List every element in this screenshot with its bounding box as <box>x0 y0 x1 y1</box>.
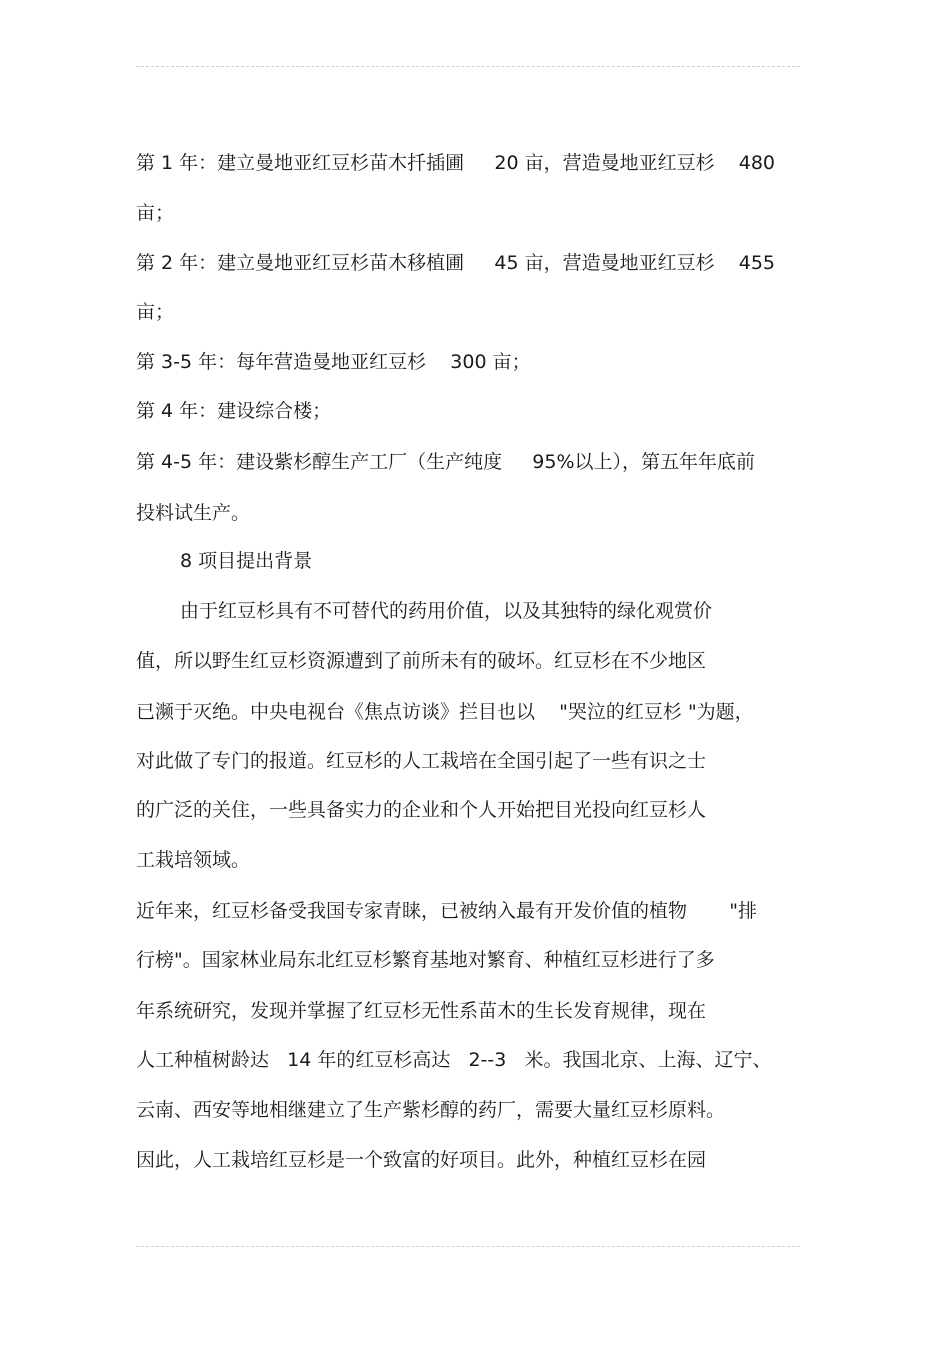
paragraph-2-line-6: 因此，人工栽培红豆杉是一个致富的好项目。此外，种植红豆杉在园 <box>136 1149 707 1171</box>
page-top-rule <box>136 66 800 67</box>
plan-year-2-line-1: 第 2 年：建立曼地亚红豆杉苗木移植圃 45 亩，营造曼地亚红豆杉 455 <box>136 252 776 274</box>
paragraph-2-line-4: 人工种植树龄达 14 年的红豆杉高达 2--3 米。我国北京、上海、辽宁、 <box>136 1049 772 1071</box>
paragraph-1-line-2: 值，所以野生红豆杉资源遭到了前所未有的破坏。红豆杉在不少地区 <box>136 650 707 672</box>
page-bottom-rule <box>136 1246 800 1247</box>
paragraph-1-line-5: 的广泛的关住，一些具备实力的企业和个人开始把目光投向红豆杉人 <box>136 799 707 821</box>
plan-year-4-5-line-1: 第 4-5 年：建设紫杉醇生产工厂（生产纯度 95%以上），第五年年底前 <box>136 451 756 473</box>
paragraph-1-line-4: 对此做了专门的报道。红豆杉的人工栽培在全国引起了一些有识之士 <box>136 750 707 772</box>
plan-year-3-5-line: 第 3-5 年：每年营造曼地亚红豆杉 300 亩； <box>136 351 531 373</box>
paragraph-2-line-1: 近年来，红豆杉备受我国专家青睐，已被纳入最有开发价值的植物 "排 <box>136 900 758 922</box>
plan-year-4-line: 第 4 年：建设综合楼； <box>136 400 332 422</box>
paragraph-2-line-3: 年系统研究，发现并掌握了红豆杉无性系苗木的生长发育规律，现在 <box>136 1000 707 1022</box>
paragraph-1-line-1: 由于红豆杉具有不可替代的药用价值，以及其独特的绿化观赏价 <box>180 600 713 622</box>
paragraph-2-line-5: 云南、西安等地相继建立了生产紫杉醇的药厂，需要大量红豆杉原料。 <box>136 1099 726 1121</box>
section-heading: 8 项目提出背景 <box>180 550 313 572</box>
paragraph-1-line-6: 工栽培领域。 <box>136 849 251 871</box>
plan-year-2-line-2: 亩； <box>136 301 175 323</box>
paragraph-1-line-3: 已濒于灭绝。中央电视台《焦点访谈》拦目也以 "哭泣的红豆杉 "为题， <box>136 701 754 723</box>
plan-year-4-5-line-2: 投料试生产。 <box>136 502 251 524</box>
paragraph-2-line-2: 行榜"。国家林业局东北红豆杉繁育基地对繁育、种植红豆杉进行了多 <box>136 949 715 971</box>
plan-year-1-line-1: 第 1 年：建立曼地亚红豆杉苗木扦插圃 20 亩，营造曼地亚红豆杉 480 <box>136 152 776 174</box>
plan-year-1-line-2: 亩； <box>136 202 175 224</box>
